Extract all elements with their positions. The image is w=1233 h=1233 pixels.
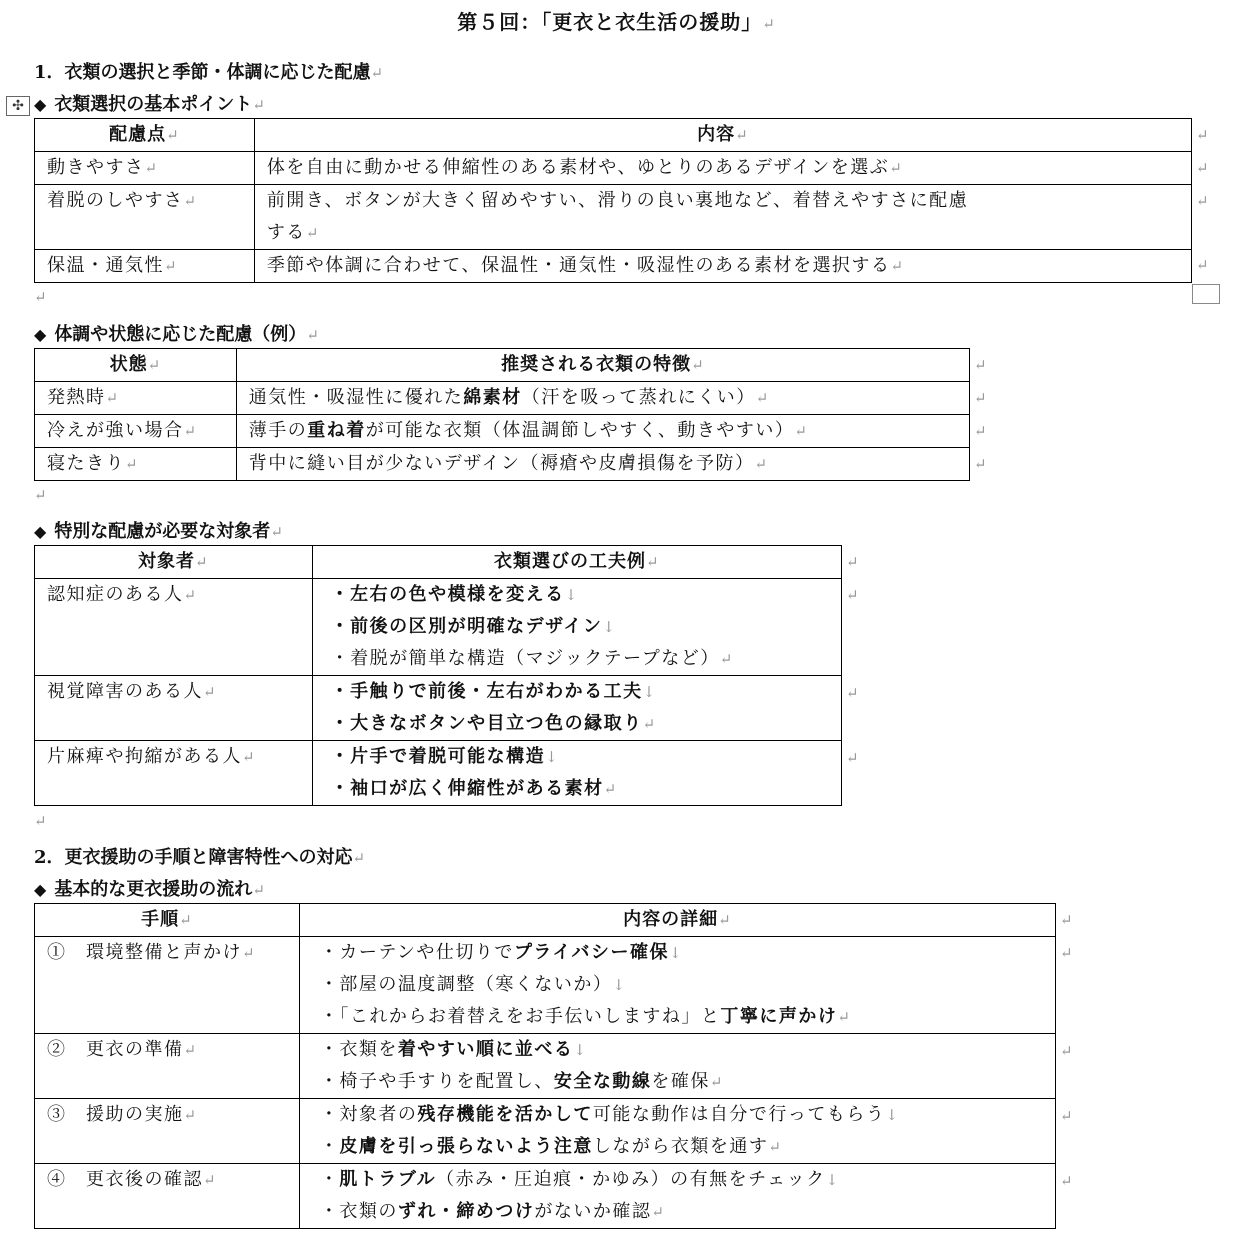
table-row	[35, 382, 970, 415]
condition-heading: ◆ 体調や状態に応じた配慮（例）↵	[34, 324, 319, 345]
empty-paragraph: ↵	[34, 288, 47, 306]
section1-heading: 1．衣類の選択と季節・体調に応じた配慮↵	[34, 62, 384, 83]
table-cell: 動きやすさ↵	[35, 152, 255, 185]
table-header-row	[35, 546, 842, 579]
table-header-row	[35, 349, 970, 382]
table-row	[35, 579, 842, 676]
section2-heading: 2．更衣援助の手順と障害特性への対応↵	[34, 847, 366, 868]
table-header-row	[35, 904, 1056, 937]
table-row	[35, 152, 1192, 185]
table-cell: ・肌トラブル（赤み・圧迫痕・かゆみ）の有無をチェック↓ ・衣類のずれ・締めつけがないか確認↵	[299, 1164, 1055, 1229]
table-cell: 保温・通気性↵	[35, 250, 255, 283]
table-row	[35, 1034, 1056, 1099]
header-cell: 内容↵	[254, 119, 1191, 152]
table-move-handle-icon[interactable]: ✣	[6, 96, 30, 116]
table-cell: ① 環境整備と声かけ↵	[35, 937, 300, 1034]
header-cell: 配慮点↵	[35, 119, 255, 152]
table-row	[35, 741, 842, 806]
table-cell: 体を自由に動かせる伸縮性のある素材や、ゆとりのあるデザインを選ぶ↵	[254, 152, 1191, 185]
table-row	[35, 448, 970, 481]
special-heading: ◆ 特別な配慮が必要な対象者↵	[34, 521, 283, 542]
basic-points-table	[34, 118, 1192, 283]
table-cell: 片麻痺や拘縮がある人↵	[35, 741, 313, 806]
table-cell: ・片手で着脱可能な構造↓ ・袖口が広く伸縮性がある素材↵	[312, 741, 841, 806]
table-cell: ・対象者の残存機能を活かして可能な動作は自分で行ってもらう↓ ・皮膚を引っ張らないよう注意しながら衣類を通す↵	[299, 1099, 1055, 1164]
table-cell: ④ 更衣後の確認↵	[35, 1164, 300, 1229]
header-cell: 内容の詳細↵	[299, 904, 1055, 937]
table-cell: ② 更衣の準備↵	[35, 1034, 300, 1099]
table-row	[35, 1099, 1056, 1164]
table-header-row	[35, 119, 1192, 152]
table-cell: 薄手の重ね着が可能な衣類（体温調節しやすく、動きやすい）↵	[236, 415, 969, 448]
table-cell: 認知症のある人↵	[35, 579, 313, 676]
flow-heading: ◆ 基本的な更衣援助の流れ↵	[34, 879, 265, 900]
header-cell: 衣類選びの工夫例↵	[312, 546, 841, 579]
table-cell: ・左右の色や模様を変える↓ ・前後の区別が明確なデザイン↓ ・着脱が簡単な構造（マジックテープなど）↵	[312, 579, 841, 676]
document-title: 第５回：「更衣と衣生活の援助」↵	[457, 10, 776, 34]
basic-points-heading: ◆ 衣類選択の基本ポイント↵	[34, 94, 265, 115]
header-cell: 状態↵	[35, 349, 237, 382]
table-cell: 視覚障害のある人↵	[35, 676, 313, 741]
table-cell: 着脱のしやすさ↵	[35, 185, 255, 250]
table-cell: ・手触りで前後・左右がわかる工夫↓ ・大きなボタンや目立つ色の縁取り↵	[312, 676, 841, 741]
table-cell: ・カーテンや仕切りでプライバシー確保↓ ・部屋の温度調整（寒くないか）↓ ・「これからお着替えをお手伝いしますね」と丁寧に声かけ↵	[299, 937, 1055, 1034]
condition-table	[34, 348, 970, 481]
table-row	[35, 185, 1192, 250]
empty-paragraph: ↵	[34, 486, 47, 504]
table-cell: 発熱時↵	[35, 382, 237, 415]
table-row	[35, 1164, 1056, 1229]
table-cell: 季節や体調に合わせて、保温性・通気性・吸湿性のある素材を選択する↵	[254, 250, 1191, 283]
table-cell: ③ 援助の実施↵	[35, 1099, 300, 1164]
table-cell: 背中に縫い目が少ないデザイン（褥瘡や皮膚損傷を予防）↵	[236, 448, 969, 481]
header-cell: 手順↵	[35, 904, 300, 937]
table-row	[35, 676, 842, 741]
table-cell: ・衣類を着やすい順に並べる↓ ・椅子や手すりを配置し、安全な動線を確保↵	[299, 1034, 1055, 1099]
document-page: 第５回：「更衣と衣生活の援助」↵ 1．衣類の選択と季節・体調に応じた配慮↵ ✣ ◆ 衣類選択の基本ポイント↵ 配慮点↵ 内容↵ 動きやすさ↵ 体を自由に動かせる伸縮性のある素材や、ゆとりのあるデザインを選ぶ↵ 着脱のしやすさ↵ 前開き、ボタンが大きく留めやすい、滑りの良い裏地など、着替えやすさに配慮 する↵ 保温・通気性↵ 季節や体調に合わせて、保温性・通気性・吸湿性のある素材を選択する↵ ↵ ↵ ↵ ↵ ↵ ◆ 体調や状態に応じた配慮（例）↵ 状態↵ 推奨される衣類の特徴↵ 発熱時↵ 通気性・吸湿性に優れた綿素材（汗を吸って蒸れにくい）↵ 冷えが強い場合↵ 薄手の重ね着が可能な衣類（体温調節しやすく、動きやすい）↵ 寝たきり↵ 背中に縫い目が少ないデザイン（褥瘡や皮膚損傷を予防）↵ ↵ ↵ ↵ ↵ ↵ ◆ 特別な配慮が必要な対象者↵ 対象者↵ 衣類選びの工夫例↵ 認知症のある人↵ ・左右の色や模様を変える↓ ・前後の区別が明確なデザイン↓ ・着脱が簡単な構造（マジックテープなど）↵ 視覚障害のある人↵ ・手触りで前後・左右がわかる工夫↓ ・大きなボタンや目立つ色の縁取り↵ 片麻痺や拘縮がある人↵ ・片手で着脱可能な構造↓ ・袖口が広く伸縮性がある素材↵ ↵ ↵ ↵ ↵ ↵ 2．更衣援助の手順と障害特性への対応↵ ◆ 基本的な更衣援助の流れ↵ 手順↵ 内容の詳細↵ ① 環境整備と声かけ↵ ・カーテンや仕切りでプライバシー確保↓ ・部屋の温度調整（寒くないか）↓ ・「これからお着替えをお手伝いしますね」と丁寧に声かけ↵ ② 更衣の準備↵ ・衣類を着やすい順に並べる↓ ・椅子や手すりを配置し、安全な動線を確保↵ ③ 援助の実施↵ ・対象者の残存機能を活かして可能な動作は自分で行ってもらう↓ ・皮膚を引っ張らないよう注意しながら衣類を通す↵ ④ 更衣後の確認↵ ・肌トラブル（赤み・圧迫痕・かゆみ）の有無をチェック↓ ・衣類のずれ・締めつけがないか確認↵ ↵ ↵ ↵ ↵ ↵	[0, 0, 1233, 1233]
empty-paragraph: ↵	[34, 812, 47, 830]
header-cell: 推奨される衣類の特徴↵	[236, 349, 969, 382]
table-cell: 冷えが強い場合↵	[35, 415, 237, 448]
header-cell: 対象者↵	[35, 546, 313, 579]
table-row	[35, 937, 1056, 1034]
table-row	[35, 415, 970, 448]
table-cell: 前開き、ボタンが大きく留めやすい、滑りの良い裏地など、着替えやすさに配慮 する↵	[254, 185, 1191, 250]
table-cell: 寝たきり↵	[35, 448, 237, 481]
table-row	[35, 250, 1192, 283]
table-resize-handle[interactable]	[1192, 284, 1220, 304]
table-cell: 通気性・吸湿性に優れた綿素材（汗を吸って蒸れにくい）↵	[236, 382, 969, 415]
special-needs-table	[34, 545, 842, 806]
dressing-flow-table	[34, 903, 1056, 1229]
